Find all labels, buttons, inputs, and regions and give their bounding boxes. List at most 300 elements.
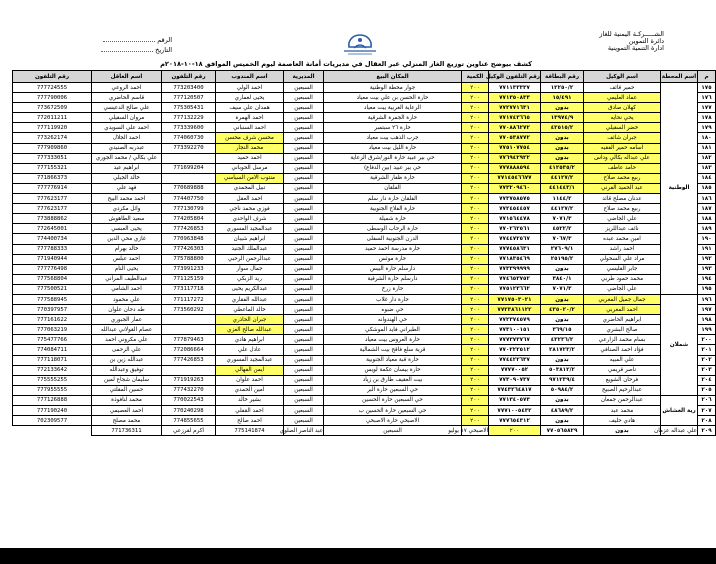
delegate-phone: 777426303 <box>162 244 216 254</box>
sale-place: حارة ٢٦ سبتمبر <box>324 123 462 133</box>
district: السبعين <box>284 133 324 143</box>
delegate-phone: 773560292 <box>162 305 216 315</box>
agent-phone: ٧٧٧٦٥٤٣١٢ <box>489 416 541 426</box>
sheikh-name: طه دحان علوان <box>92 305 162 315</box>
delegate-phone: 777426853 <box>162 224 216 234</box>
agent-name: عبدالرحمن جمعان <box>584 395 661 405</box>
delegate-name: عادل علي <box>216 345 284 355</box>
sheikh-name: يحيى النام <box>92 264 162 274</box>
sale-place: حارة شميلة <box>324 214 462 224</box>
table-row <box>13 325 716 335</box>
sheikh-phone: 773888862 <box>13 214 92 224</box>
table-row <box>13 264 716 274</box>
agent-name: علي الجاضي <box>584 284 661 294</box>
agent-phone: ٧٧٥١٢٣٦٦٢ <box>489 284 541 294</box>
district: السبعين <box>284 315 324 325</box>
table-row <box>13 416 716 426</box>
agent-name: عبد الحميد الفرني <box>584 183 661 193</box>
sheikh-name: محمد مصلح <box>92 416 162 426</box>
table-row <box>13 406 716 416</box>
district: السبعين <box>284 335 324 345</box>
district: السبعين <box>284 365 324 375</box>
quantity: ٢٠٠ <box>462 153 489 163</box>
table-header-row <box>13 71 716 83</box>
sale-place: حي السبعين حارة البر <box>324 385 462 395</box>
sale-place: حارة الجمرة الشرقية <box>324 113 462 123</box>
delegate-name: احمد الهمرة <box>216 113 284 123</box>
row-seq: ٢٠٢ <box>698 355 716 365</box>
card-number: ٩٧١٢٣٩/٤ <box>541 375 584 385</box>
district: السبعين <box>284 234 324 244</box>
agent-phone: ٧٧١٨٣٥٤٦٩ <box>489 254 541 264</box>
card-number: ٧٠٧١/٣ <box>541 214 584 224</box>
delegate-phone: 770022543 <box>162 395 216 405</box>
quantity: ٢٠٠ <box>462 93 489 103</box>
district: السبعين <box>324 426 462 436</box>
row-seq: ١٧٩ <box>698 123 716 133</box>
table-row <box>13 254 716 264</box>
quantity: ٢٠٠ <box>462 244 489 254</box>
agent-phone: ٧٧١١٣٣٣٣٧ <box>489 83 541 93</box>
sheikh-name: احمد العصيمي <box>92 406 162 416</box>
card-number: ٢٨١٧٢٣/٢ <box>541 345 584 355</box>
agent-name: اسامه حمير الفقيه <box>584 143 661 153</box>
card-number: ٤٣٥٠٢٠/٢ <box>541 305 584 315</box>
card-number: بدون <box>541 264 584 274</box>
sheikh-name: خالد الجبلي <box>92 173 162 183</box>
sale-place: الدرن الجنوبية السفلى <box>324 234 462 244</box>
delegate-phone: 774205804 <box>162 214 216 224</box>
sheikh-phone: 775477766 <box>13 335 92 345</box>
col-header-delegate: اسم المندوب <box>216 71 284 83</box>
district: السبعين <box>284 183 324 193</box>
sheikh-phone: 777588945 <box>13 294 92 304</box>
district: السبعين <box>284 224 324 234</box>
card-number: ٤٥٢٢/٢ <box>541 224 584 234</box>
sheikh-phone: 777190240 <box>13 406 92 416</box>
table-row <box>13 153 716 163</box>
delegate-phone: 773339600 <box>162 123 216 133</box>
row-seq: ١٩٣ <box>698 264 716 274</box>
sheikh-name: علي مكروني احمد <box>92 335 162 345</box>
district: السبعين <box>284 113 324 123</box>
sheikh-phone: 777155321 <box>13 163 92 173</box>
delegate-name: جبران الحاذري <box>216 315 284 325</box>
quantity: ٢٠٠ <box>462 113 489 123</box>
sale-place: حارة مدرسة احمد حميد <box>324 244 462 254</box>
sheikh-name: محمد لنافوذة <box>92 395 162 405</box>
delegate-phone <box>162 365 216 375</box>
row-seq: ٢٠٦ <box>698 395 716 405</box>
sheikh-name: احمد محمد البيح <box>92 194 162 204</box>
delegate-name: عبدالرحمن الرحبي <box>216 254 284 264</box>
card-number: ٥٠٣٨١٢/٢ <box>541 365 584 375</box>
sheikh-name: علي محمود <box>92 294 162 304</box>
row-seq: ١٧٧ <box>698 103 716 113</box>
delegate-name: عبدالكريم يحيى <box>216 284 284 294</box>
quantity: ٢٠٠ <box>462 194 489 204</box>
row-seq: ١٨٥ <box>698 183 716 193</box>
row-seq: ١٨٤ <box>698 173 716 183</box>
sale-place: الاصبحي ١٧ يوليو <box>462 426 489 436</box>
agent-phone: ٧٧٣٧٥٨٥٧٥ <box>489 194 541 204</box>
card-number: ٤٤١٤٤٣/١ <box>541 183 584 193</box>
quantity: ٢٠٠ <box>462 133 489 143</box>
district: السبعين <box>284 103 324 113</box>
sale-place: حي السبعين حارة الحسين ب <box>324 406 462 416</box>
agent-phone: ٧٧٤٤٢٢٦٣٧ <box>489 355 541 365</box>
table-row <box>13 345 716 355</box>
sheikh-name: يحيى العبسي <box>92 224 162 234</box>
sale-place: حارة الليل بيت معياد <box>324 143 462 153</box>
delegate-name: احمد علوان <box>216 375 284 385</box>
row-seq: ١٩٦ <box>698 294 716 304</box>
sheikh-phone: 777724555 <box>13 83 92 93</box>
table-row <box>13 204 716 214</box>
agent-phone: ٧٧٠٥٦٥٨٢٩ <box>541 426 584 436</box>
delegate-name: احمد صالح <box>216 416 284 426</box>
agent-name: مراد علي السحولي <box>584 254 661 264</box>
row-seq: ١٩٥ <box>698 284 716 294</box>
sale-place: حارة دار غلاب <box>324 294 462 304</box>
delegate-phone: 774855655 <box>162 416 216 426</box>
district: السبعين <box>284 325 324 335</box>
card-number: ٤٤١٢٧/٢ <box>541 204 584 214</box>
card-number: ٢٥١٩٥/٢ <box>541 254 584 264</box>
agent-phone: ٧٧١٣٥٠٨٣٣ <box>489 93 541 103</box>
table-row <box>13 315 716 325</box>
sheikh-phone: 770397957 <box>13 305 92 315</box>
sale-place: الفلقان حارة دار سلم <box>324 194 462 204</box>
district: السبعين <box>284 143 324 153</box>
agent-phone: ٧٧٢٣٧٤٥٧٩ <box>489 315 541 325</box>
sheikh-name: علي صالح الدعيسي <box>92 103 162 113</box>
table-row <box>13 133 716 143</box>
sheikh-phone: 771940944 <box>13 254 92 264</box>
district: السبعين <box>284 194 324 204</box>
district: السبعين <box>284 93 324 103</box>
sale-place: دارسلم حارة البيس <box>324 264 462 274</box>
row-seq: ١٨٠ <box>698 133 716 143</box>
quantity: ٢٠٠ <box>462 294 489 304</box>
table-row <box>13 335 716 345</box>
agent-name: امين محمد عبده <box>584 234 661 244</box>
quantity: ٢٠٠ <box>462 315 489 325</box>
delegate-name: احمد السنباني <box>216 123 284 133</box>
table-row <box>13 355 716 365</box>
card-number: بدون <box>541 395 584 405</box>
table-row <box>13 375 716 385</box>
card-number: ٤٨٦٨٩/٢ <box>541 406 584 416</box>
delegate-name: منتوب الامن السياسي <box>216 173 284 183</box>
agent-phone: ٧٧١٧٤٣٦٦٥ <box>489 113 541 123</box>
sheikh-phone: 777161622 <box>13 315 92 325</box>
delegate-phone: 777130799 <box>162 204 216 214</box>
quantity: ٢٠٠ <box>462 385 489 395</box>
delegate-phone: 770963848 <box>162 234 216 244</box>
card-number: ١٣٩٧٤/٩ <box>541 113 584 123</box>
delegate-phone: 773203400 <box>162 83 216 93</box>
delegate-name: بشير خالد <box>216 395 284 405</box>
quantity: ٢٠٠ <box>462 173 489 183</box>
delegate-phone: 777120507 <box>162 93 216 103</box>
agent-name: محمد حمود طربي <box>584 274 661 284</box>
quantity: ٢٠٠ <box>462 274 489 284</box>
row-seq: ١٨١ <box>698 143 716 153</box>
district: السبعين <box>284 204 324 214</box>
agent-phone: ٧٧٠٥٣٨٧٧٢ <box>489 133 541 143</box>
card-number: بدون <box>541 315 584 325</box>
sale-place: الطبراني فايد الموشكي <box>324 325 462 335</box>
table-row <box>13 234 716 244</box>
col-header-seq: م <box>698 71 716 83</box>
sale-place: حي الهندوانه <box>324 315 462 325</box>
quantity: ٢٠٠ <box>462 325 489 335</box>
agent-name: يحي نحايه <box>584 113 661 123</box>
quantity: ٢٠٠ <box>462 214 489 224</box>
agent-name: احمد راشد <box>584 244 661 254</box>
row-seq: ١٩٢ <box>698 254 716 264</box>
col-header-delegate-phone: رقم التلفون <box>162 71 216 83</box>
sheikh-name: عبدالطيف المراني <box>92 274 162 284</box>
agent-name: ربيع محمد صلاح <box>584 204 661 214</box>
agent-phone: ٧٧٤٦٥٣٧٥٢ <box>489 274 541 284</box>
delegate-name: عبد الناصر الصلوي <box>284 426 324 436</box>
district: السبعين <box>284 214 324 224</box>
row-seq: ١٨٦ <box>698 194 716 204</box>
sheikh-name: احمد الروعي <box>92 83 162 93</box>
col-header-sheikh: اسم العاقل <box>92 71 162 83</box>
quantity: ٢٠٠ <box>462 416 489 426</box>
quantity: ٢٠٠ <box>462 284 489 294</box>
district: السبعين <box>284 173 324 183</box>
district: السبعين <box>284 264 324 274</box>
delegate-phone: 773117718 <box>162 284 216 294</box>
quantity: ٢٠٠ <box>489 426 541 436</box>
card-number: بدون <box>541 133 584 143</box>
table-row <box>13 143 716 153</box>
card-number: ١١٤٤/٢ <box>541 194 584 204</box>
quantity: ٢٠٠ <box>462 183 489 193</box>
scan-bottom-edge <box>0 548 716 564</box>
card-number: ٢٧٦٠٩/١ <box>541 244 584 254</box>
delegate-phone: 777132229 <box>162 113 216 123</box>
agent-phone: ٧٧٧٣٧٣٧٦٧ <box>489 335 541 345</box>
row-seq: ٢٠٩ <box>698 426 716 436</box>
agent-name: علي عبداله بكالي وداس <box>584 153 661 163</box>
sale-place: حارة بيسان عكمة لويس <box>324 365 462 375</box>
sheikh-phone: 777790006 <box>13 93 92 103</box>
sale-place: دارسلم حارة الشرقية <box>324 274 462 284</box>
agent-name: ناصر قريمي <box>584 365 661 375</box>
card-number: ٥٠٩٨٤/٢ <box>541 385 584 395</box>
delegate-phone: 775141874 <box>216 426 284 436</box>
sale-place: حارة موئس <box>324 254 462 264</box>
agent-name: جابر القليسي <box>584 264 661 274</box>
table-row <box>13 426 716 436</box>
sale-place: الرعاية الغربية بيت معياد <box>324 103 462 113</box>
row-seq: ٢٠٠ <box>698 335 716 345</box>
agent-phone: ٧٧٧٨٨٨٥٩٤ <box>489 163 541 173</box>
quantity: ٢٠٠ <box>462 234 489 244</box>
ref-date-label: التاريخ <box>155 46 172 54</box>
quantity: ٢٠٠ <box>462 103 489 113</box>
table-row <box>13 395 716 405</box>
quantity: ٢٠٠ <box>462 305 489 315</box>
table-row <box>13 83 716 93</box>
sale-place: حارة الحسن بن علي بيت معياد <box>324 93 462 103</box>
row-seq: ١٨٧ <box>698 204 716 214</box>
sale-place: حي بير عبيد حارة النور/شرق الرعاية <box>324 153 462 163</box>
agent-name: هادي حليف <box>584 416 661 426</box>
row-seq: ٢٠٥ <box>698 385 716 395</box>
card-number: بدون <box>541 294 584 304</box>
sheikh-phone: 777623177 <box>13 194 92 204</box>
quantity: ٢٠٠ <box>462 224 489 234</box>
delegate-phone <box>162 153 216 163</box>
quantity: ٢٠٠ <box>462 143 489 153</box>
sheikh-name: وائل مكردي <box>92 204 162 214</box>
sheikh-phone: 777500521 <box>13 284 92 294</box>
sheikh-phone: 771866373 <box>13 173 92 183</box>
district: السبعين <box>284 375 324 385</box>
table-row <box>13 365 716 375</box>
delegate-name: عبدالمجيد المسوري <box>216 355 284 365</box>
delegate-name: ابراهيم هادي <box>216 335 284 345</box>
sale-place: حي السبعين حارة الحسين <box>324 395 462 405</box>
sale-place: قرية سلع فاقح بيت الشمالية <box>324 345 462 355</box>
delegate-phone: 771699204 <box>162 163 216 173</box>
sheikh-phone: 777909860 <box>13 143 92 153</box>
table-row <box>13 274 716 284</box>
company-line: ادارة التنمية التموينية <box>607 44 664 52</box>
sheikh-name: عبدالله زين بن <box>92 355 162 365</box>
card-number: بدون <box>541 153 584 163</box>
sheikh-name: عمار الجبوري <box>92 315 162 325</box>
card-number: ٤٣٢٣٦/٢ <box>541 335 584 345</box>
agent-name: احمد المغربي <box>584 305 661 315</box>
sheikh-phone: 774400734 <box>13 234 92 244</box>
sheikh-phone: 777788333 <box>13 244 92 254</box>
row-seq: ١٧٥ <box>698 83 716 93</box>
delegate-phone: 777432270 <box>162 385 216 395</box>
sheikh-phone: 777063219 <box>13 325 92 335</box>
delegate-name: شرف الواحدي <box>216 214 284 224</box>
quantity: ٢٠٠ <box>462 264 489 274</box>
company-line: دائرة التموين <box>628 37 664 45</box>
table-row <box>13 103 716 113</box>
delegate-phone: 771919263 <box>162 375 216 385</box>
agent-phone: ٧٧٠٢٦٢٥٦١ <box>489 224 541 234</box>
agent-phone: ٧٧٣٣٩٩٩٩٩ <box>489 264 541 274</box>
quantity: ٢٠٠ <box>462 365 489 375</box>
row-seq: ١٧٨ <box>698 113 716 123</box>
row-seq: ١٧٦ <box>698 93 716 103</box>
ref-number-label: الرقم <box>157 36 172 44</box>
table-row <box>13 93 716 103</box>
sheikh-phone: 777119920 <box>13 123 92 133</box>
delegate-name: همدان علي سيف <box>216 103 284 113</box>
col-header-agent-phone: رقم التلفون الوكيل <box>489 71 541 83</box>
district: السبعين <box>284 395 324 405</box>
sheikh-phone: 702309577 <box>13 416 92 426</box>
delegate-name: يحيى لغماري <box>216 93 284 103</box>
row-seq: ١٨٣ <box>698 163 716 173</box>
agent-phone: ٧٧٢٤٥٤٤٥٧ <box>489 204 541 214</box>
sheikh-phone: 771736311 <box>92 426 162 436</box>
sheikh-name: سليمان شجاع لمين <box>92 375 162 385</box>
delegate-phone: 774060730 <box>162 133 216 143</box>
sheikh-name: عبدربه الصنيدي <box>92 143 162 153</box>
quantity: ٢٠٠ <box>462 163 489 173</box>
district: السبعين <box>284 305 324 315</box>
agent-phone: ٧٧١٣٤٠٥٧٣ <box>489 395 541 405</box>
sheikh-name: حسين المقلتي <box>92 385 162 395</box>
agent-phone: ٧٧٢٧٧١٦٣١ <box>489 103 541 113</box>
sale-place: حارة العروس بيت معياد <box>324 335 462 345</box>
sale-place: حارة زرخ <box>324 284 462 294</box>
quantity: ٢٠٠ <box>462 345 489 355</box>
table-row <box>13 294 716 304</box>
district: السبعين <box>284 254 324 264</box>
agent-name: عبدالرحيم الصبيح <box>584 385 661 395</box>
card-number: بدون <box>541 355 584 365</box>
agent-phone: ٧٧٧٧٠٠٥٢ <box>489 365 541 375</box>
distribution-table <box>12 70 716 436</box>
company-block <box>599 31 664 52</box>
delegate-phone: 773991233 <box>162 264 216 274</box>
delegate-phone: 771125159 <box>162 274 216 284</box>
table-row <box>13 123 716 133</box>
delegate-name: مرسل الحوباني <box>216 163 284 173</box>
sheikh-name: خالد بهرام <box>92 244 162 254</box>
card-number: ٧٠٦٧/٣ <box>541 234 584 244</box>
district: السبعين <box>284 284 324 294</box>
delegate-name: عبدالله صالح العزي <box>216 325 284 335</box>
sale-place: حارة الرحاب الوسطى <box>324 224 462 234</box>
delegate-phone: 773392270 <box>162 143 216 153</box>
agent-phone: ٧٧٦٩٤٢٩٢٢ <box>489 153 541 163</box>
sheikh-phone: 777568804 <box>13 274 92 284</box>
sheikh-phone: 777776914 <box>13 183 92 193</box>
company-line: الشـــــركـة اليمنية للغاز <box>599 30 664 38</box>
delegate-name: عبدالملك الجنيد <box>216 244 284 254</box>
delegate-phone: 772086664 <box>162 345 216 355</box>
quantity: ٢٠٠ <box>462 406 489 416</box>
sheikh-phone: 772133642 <box>13 365 92 375</box>
sheikh-phone: 777623177 <box>13 204 92 214</box>
delegate-phone: 770689888 <box>162 183 216 193</box>
sheikh-name: ابراهيم عيد <box>92 163 162 173</box>
delegate-phone <box>162 315 216 325</box>
sheikh-name: سعيد الطاهوش <box>92 214 162 224</box>
card-number: بدون <box>541 103 584 113</box>
district: السبعين <box>284 244 324 254</box>
sale-place: جرب الذهب بيت معياد <box>324 133 462 143</box>
quantity: ٢٠٠ <box>462 123 489 133</box>
agent-name: صالح البشري <box>584 325 661 335</box>
agent-name: بسام محمد الزارعي <box>584 335 661 345</box>
agent-name: ابراهيم الحاضري <box>584 315 661 325</box>
quantity: ٢٠٠ <box>462 254 489 264</box>
district: السبعين <box>284 294 324 304</box>
row-seq: ٢٠١ <box>698 345 716 355</box>
delegate-name: ايمن الفهالي <box>216 365 284 375</box>
table-row <box>13 163 716 173</box>
agent-name: حمير قائف <box>584 83 661 93</box>
quantity: ٢٠٠ <box>462 83 489 93</box>
reference-block <box>92 35 172 55</box>
